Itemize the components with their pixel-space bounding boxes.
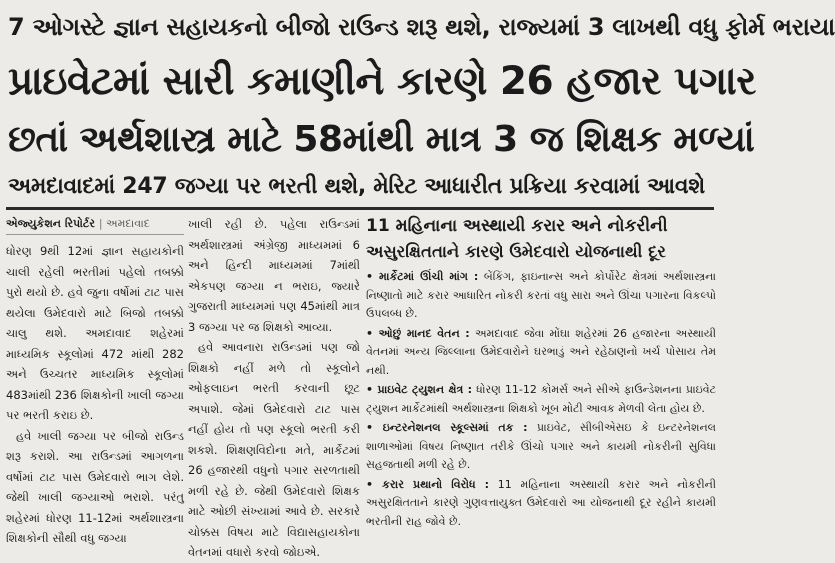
paragraph: હવે ખાલી જગ્યા પર બીજો રાઉન્ડ શરૂ કરાશે. આ રાઉન્ડમાં આગળના વર્ષોમાં ટાટ પાસ ઉમેદવારો ભાગ લેશે. જેથી ખાલી જગ્યાઓ ભરાશે. પરંતુ શહેરમાં ધોરણ 11-12માં અર્થશાસ્ત્રના શિક્ષકોની સૌથી વધુ જગ્યા [6,428,184,545]
sidebar-point [366,381,716,418]
sidebar-point-key: • ઓછું માનદ વેતન : [366,326,470,340]
sidebar-point [366,419,716,475]
article-column-2 [188,214,360,558]
sidebar-point-text: 11 મહિનાના અસ્થાયી કરાર અને નોકરીની અસુરક્ષિતતાને કારણે ગુણવત્તાયુક્ત ઉમેદવારો આ યોજનાથી દૂર રહીને કાયમી ભરતીની રાહ જોવે છે. [366,477,716,528]
sidebar-point-text: પ્રાઇવેટ, સીબીએસઇ કે ઇન્ટરનેશનલ શાળાઓમાં વિષય નિષ્ણાત તરીકે ઊંચો પગાર અને કાયમી નોકરીની સુવિધા સહજતાથી મળી રહે છે. [366,421,716,471]
sidebar-title-line-2: અસુરક્ષિતતાને કારણે ઉમેદવારો યોજનાથી દૂર [366,242,666,261]
kicker-headline: 7 ઓગસ્ટે જ્ઞાન સહાયકનો બીજો રાઉન્ડ શરૂ થશે, રાજ્યમાં 3 લાખથી વધુ ફોર્મ ભરાયા [8,13,835,41]
paragraph: હવે આવનારા રાઉન્ડમાં પણ જો શિક્ષકો નહીં મળે તો સ્કૂલોને ઓફલાઇન ભરતી કરવાની છૂટ અપાશે. જેમાં ઉમેદવારો ટાટ પાસ નહીં હોય તો પણ સ્કૂલો ભરતી કરી શકશે. શિક્ષણવિદોના મતે, માર્કેટમાં 26 હજારથી વધુનો પગાર સરળતાથી મળી રહે છે. જેથી ઉમેદવારો શિક્ષક માટે ઓછી સંખ્યામાં આવે છે. સરકારે ચોક્કસ વિષય માટે વિદ્યાસહાયકોના વેતનમાં વધારો કરવો જોઇએ. [188,340,360,559]
sidebar-point-key: • કરાર પ્રથાનો વિરોધ : [366,477,490,491]
sidebar-point [366,476,716,532]
sidebar-point-key: • માર્કેટમાં ઊંચી માંગ : [366,270,479,283]
sidebar-point-text: ધોરણ 11-12 કોમર્સ અને સીએ ફાઉન્ડેશનના પ્રાઇવેટ ટ્યુશન માર્કેટમાંથી અર્થશાસ્ત્રના શિક્ષકો ખૂબ મોટી આવક મેળવી લેતા હોય છે. [366,383,716,415]
sidebar-point-text: અમદાવાદ જેવા મોંઘા શહેરમાં 26 હજારના અસ્થાયી વેતનમાં અન્ય જિલ્લાના ઉમેદવારોને ઘરભાડું અને રહેઠાણનો ખર્ચ પોસાય તેમ નથી. [366,326,717,377]
main-headline-line-2: છતાં અર્થશાસ્ત્ર માટે 58માંથી માત્ર 3 જ શિક્ષક મળ્યાં [8,119,755,160]
byline-place: અમદાવાદ [106,217,150,230]
byline-reporter: એજ્યુકેશન રિપોર્ટર [6,217,95,230]
article-column-1 [6,214,184,558]
deck-headline: અમદાવાદમાં 247 જગ્યા પર ભરતી થશે, મેરિટ આધારીત પ્રક્રિયા કરવામાં આવશે [8,174,705,199]
sidebar-point-key: • ઇન્ટરનેશનલ સ્કૂલ્સમાં તક : [366,421,528,434]
sidebar-point [366,325,716,381]
sidebar-title-line-1: 11 મહિનાના અસ્થાયી કરાર અને નોકરીની [366,216,668,236]
sidebar-point [366,268,716,324]
sidebar-box [366,214,716,558]
headline-divider [6,207,714,210]
sidebar-point-key: • પ્રાઇવેટ ટ્યુશન ક્ષેત્ર : [366,383,473,396]
paragraph: ખાલી રહી છે. પહેલા રાઉન્ડમાં અર્થશાસ્ત્રમાં અંગ્રેજી માધ્યમમાં 6 અને હિન્દી માધ્યમમાં 7માંથી એકપણ જગ્યા ન ભરાઇ, જ્યારે ગુજરાતી માધ્યમમાં પણ 45માંથી માત્ર 3 જગ્યા પર જ શિક્ષકો આવ્યા. [188,217,360,334]
byline-separator: | [98,217,107,230]
main-headline-line-1: પ્રાઇવેટમાં સારી કમાણીને કારણે 26 હજાર પગાર [8,59,756,104]
byline [6,214,184,235]
paragraph: ધોરણ 9થી 12માં જ્ઞાન સહાયકોની ચાલી રહેલી ભરતીમાં પહેલો તબક્કો પુરો થયો છે. હવે જુના વર્ષોમાં ટાટ પાસ થયેલા ઉમેદવારો માટે બિજો તબક્કો ચાલુ થશે. અમદાવાદ શહેરમાં માધ્યમિક સ્કૂલોમાં 472 માંથી 282 અને ઉચ્ચતર માધ્યમિક સ્કૂલોમાં 483માંથી 236 શિક્ષકોની ખાલી જગ્યા પર ભરતી કરાઇ છે. [6,244,184,422]
sidebar-point-text: બેંકિંગ, ફાઇનાન્સ અને કોર્પોરેટ ક્ષેત્રમાં અર્થશાસ્ત્રના નિષ્ણાતો માટે કરાર આધારિત નોકરી કરતાં વધુ સારા અને ઊંચા પગારના વિકલ્પો ઉપલબ્ધ છે. [366,270,716,320]
